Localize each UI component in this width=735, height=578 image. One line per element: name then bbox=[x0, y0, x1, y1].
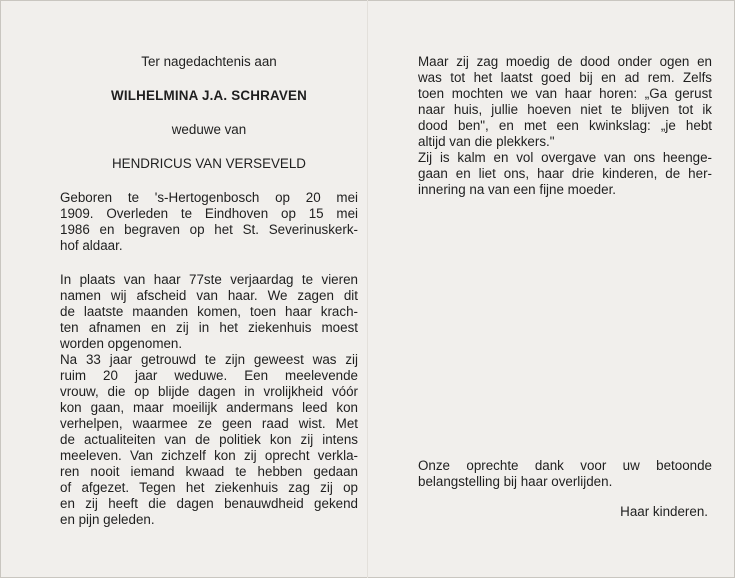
story-line: In plaats van haar 77ste verjaardag te vieren bbox=[60, 272, 358, 287]
card-fold-line bbox=[367, 0, 368, 578]
story-line: Na 33 jaar getrouwd te zijn geweest was zij bbox=[60, 352, 358, 367]
courage-line: was tot het laatst goed bij en ad rem. Zelfs bbox=[418, 70, 712, 85]
courage-paragraph bbox=[418, 54, 712, 150]
thanks-paragraph bbox=[418, 458, 712, 490]
husband-name: HENDRICUS VAN VERSEVELD bbox=[112, 156, 306, 171]
bio-line: 1909. Overleden te Eindhoven op 15 mei bbox=[60, 206, 358, 221]
left-page bbox=[60, 54, 358, 528]
signoff: Haar kinderen. bbox=[620, 504, 708, 519]
bio-line: 1986 en begraven op het St. Severinuskerk- bbox=[60, 222, 358, 237]
story-line: namen wij afscheid van haar. We zagen dit bbox=[60, 288, 358, 303]
courage-line: dood ben", en met een kwinkslag: „je hebt bbox=[418, 118, 712, 133]
story-line: ten afnamen en zij in het ziekenhuis moest bbox=[60, 320, 358, 335]
deceased-name: WILHELMINA J.A. SCHRAVEN bbox=[111, 88, 307, 103]
story-line: verhelpen, waarmee ze geen raad wist. Met bbox=[60, 416, 358, 431]
story-line: vrouw, die op blijde dagen in vrolijkheid vóór bbox=[60, 384, 358, 399]
right-page bbox=[418, 54, 712, 198]
thanks-line: belangstelling bij haar overlijden. bbox=[418, 474, 613, 489]
story-line: de actualiteiten van de politiek kon zij intens bbox=[60, 432, 358, 447]
story-line: en zij heeft die dagen benauwdheid gekend bbox=[60, 496, 358, 511]
intro-line: Ter nagedachtenis aan bbox=[141, 54, 277, 69]
story-line: de laatste maanden komen, toen haar krach- bbox=[60, 304, 358, 319]
story-line: ruim 20 jaar weduwe. Een meelevende bbox=[60, 368, 358, 383]
story-paragraph-1 bbox=[60, 272, 358, 352]
bio-line: Geboren te 's-Hertogenbosch op 20 mei bbox=[60, 190, 358, 205]
story-line: ren nooit iemand kwaad te hebben gedaan bbox=[60, 464, 358, 479]
thanks-block bbox=[418, 458, 712, 520]
farewell-paragraph bbox=[418, 150, 712, 198]
farewell-line: Zij is kalm en vol overgave van ons heenge- bbox=[418, 150, 712, 165]
thanks-line: Onze oprechte dank voor uw betoonde bbox=[418, 458, 712, 473]
story-paragraph-2 bbox=[60, 352, 358, 528]
story-line: meeleven. Van zichzelf kon zij oprecht verkla- bbox=[60, 448, 358, 463]
bio-line: hof aldaar. bbox=[60, 238, 123, 253]
story-line: kon gaan, maar moeilijk andermans leed kon bbox=[60, 400, 358, 415]
courage-line: toen mochten we van haar horen: „Ga gerust bbox=[418, 86, 712, 101]
courage-line: altijd van die plekkers." bbox=[418, 134, 555, 149]
story-line: en pijn geleden. bbox=[60, 512, 155, 527]
farewell-line: gaan en liet ons, haar drie kinderen, de her- bbox=[418, 166, 712, 181]
relation-line: weduwe van bbox=[171, 122, 247, 137]
story-line: of afgezet. Tegen het ziekenhuis zag zij op bbox=[60, 480, 358, 495]
courage-line: Maar zij zag moedig de dood onder ogen en bbox=[418, 54, 712, 69]
courage-line: naar huis, jullie hoeven niet te blijven tot ik bbox=[418, 102, 712, 117]
bio-paragraph bbox=[60, 190, 358, 254]
story-line: worden opgenomen. bbox=[60, 336, 183, 351]
farewell-line: innering na van een fijne moeder. bbox=[418, 182, 617, 197]
